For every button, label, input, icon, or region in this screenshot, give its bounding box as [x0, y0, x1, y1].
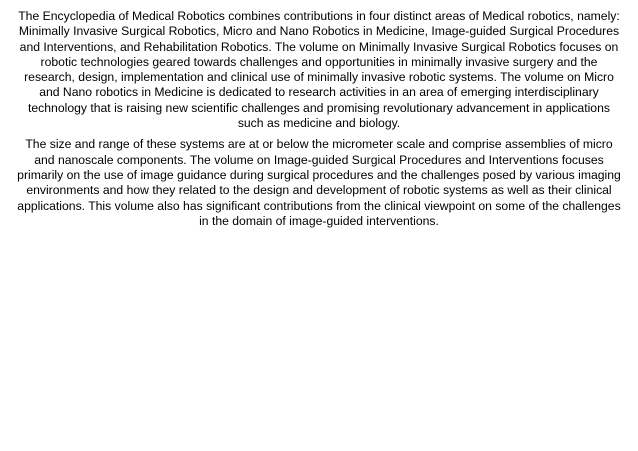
paragraph-intro: The Encyclopedia of Medical Robotics combines contributions in four distinct areas of Medical robotics, namely: Minimally Invasive Surgical Robotics, Micro and Nano Robotics in Medicine, Image-guided Surgical Procedures and Interventions, and Rehabilitation Robotics. The volume on Minimally Invasive Surgical Robotics focuses on robotic technologies geared towards challenges and opportunities in minimally invasive surgery and the research, design, implementation and clinical use of minimally invasive robotic systems. The volume on Micro and Nano robotics in Medicine is dedicated to research activities in an area of emerging interdisciplinary technology that is raising new scientific challenges and promising revolutionary advancement in applications such as medicine and biology.	[18, 9, 620, 131]
paragraph-volumes: The size and range of these systems are at or below the micrometer scale and comprise assemblies of micro and nanoscale components. The volume on Image-guided Surgical Procedures and Interventions focuses primarily on the use of image guidance during surgical procedures and the challenges posed by various imaging environments and how they related to the design and development of robotic systems as well as their clinical applications. This volume also has significant contributions from the clinical viewpoint on some of the challenges in the domain of image-guided interventions.	[17, 137, 621, 228]
